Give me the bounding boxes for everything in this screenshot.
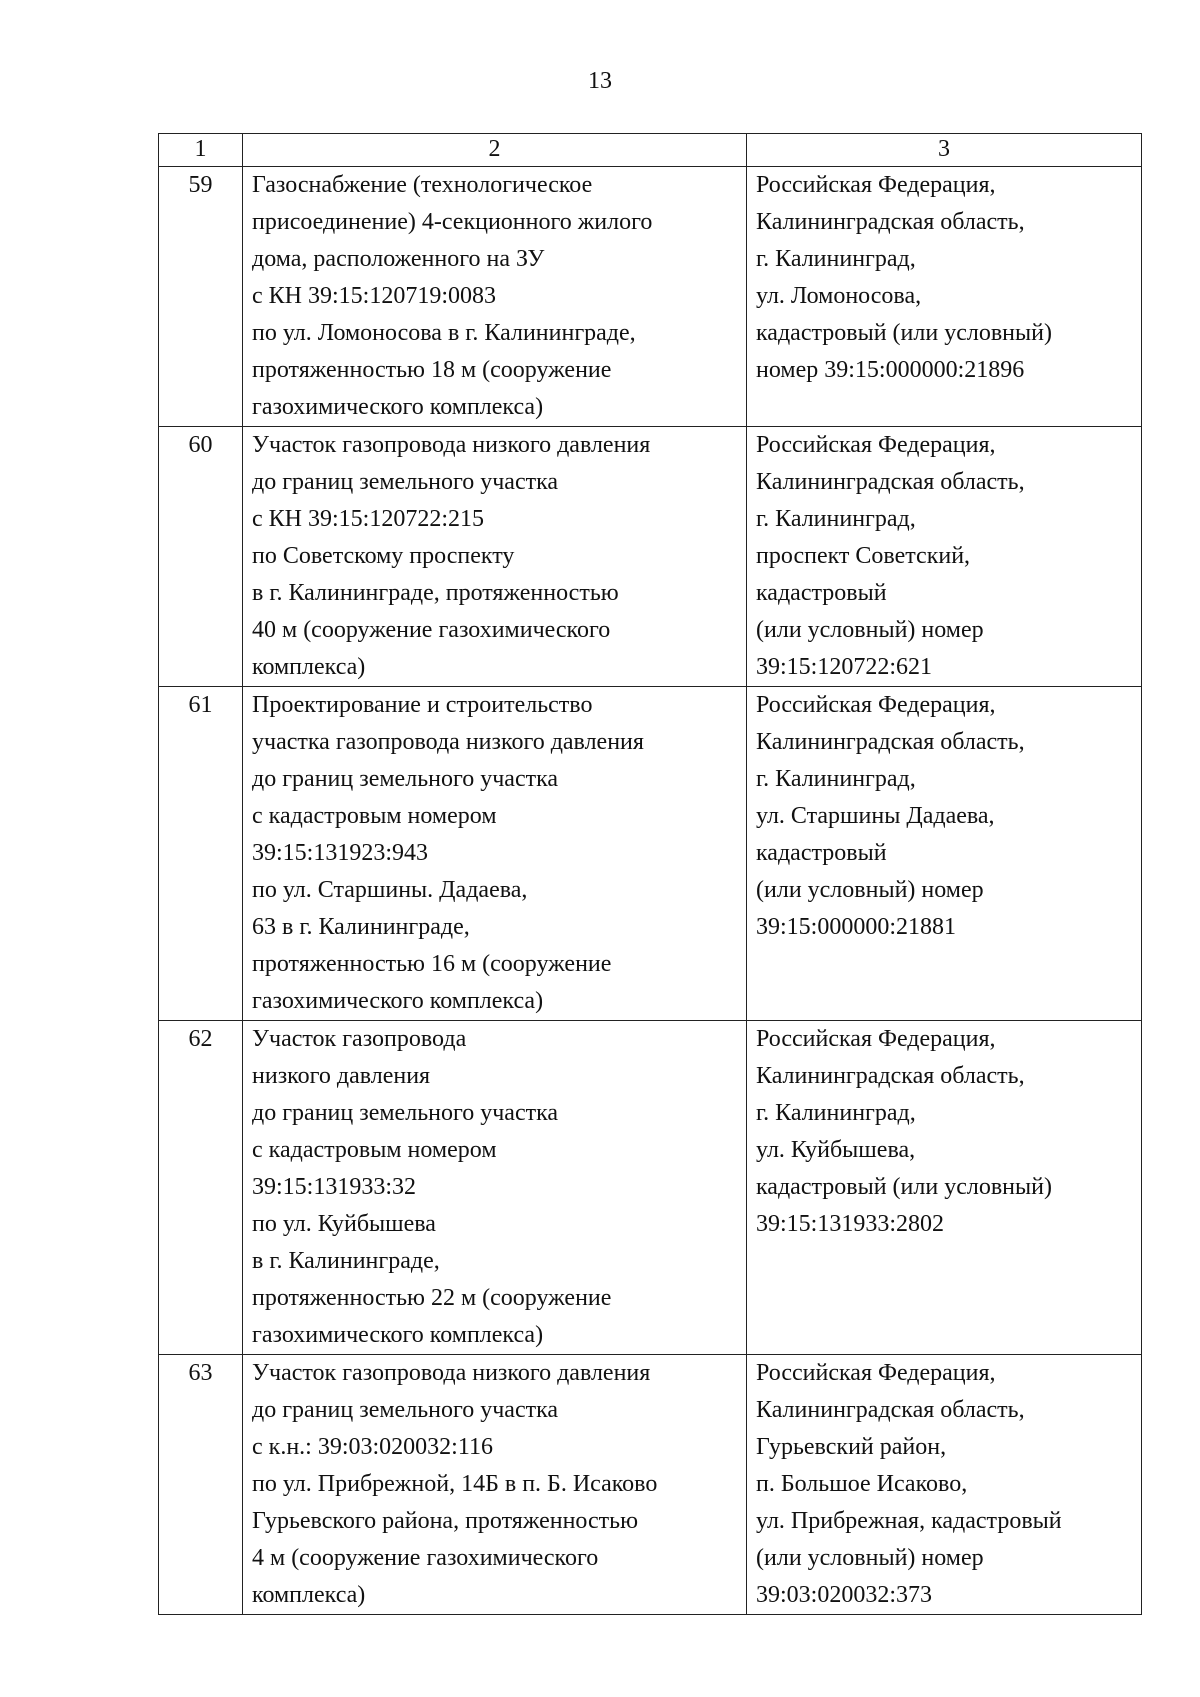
address-line: 39:15:131933:2802 xyxy=(756,1211,945,1237)
address-line: Калининградская область, xyxy=(756,1063,1025,1089)
description-line: 40 м (сооружение газохимического xyxy=(252,617,611,643)
address-line: г. Калининград, xyxy=(756,246,916,272)
table-row xyxy=(159,687,1142,1021)
description-line: Участок газопровода низкого давления xyxy=(252,432,651,458)
description-line: Гурьевского района, протяженностью xyxy=(252,1508,639,1534)
address-line: ул. Куйбышева, xyxy=(756,1137,916,1163)
object-description-cell xyxy=(243,427,747,687)
address-line: кадастровый xyxy=(756,580,887,606)
description-line: с к.н.: 39:03:020032:116 xyxy=(252,1434,493,1460)
description-line: Проектирование и строительство xyxy=(252,692,593,718)
description-line: до границ земельного участка xyxy=(252,1397,559,1423)
address-line: Калининградская область, xyxy=(756,1397,1025,1423)
column-header-1: 1 xyxy=(159,134,243,167)
description-line: протяженностью 18 м (сооружение xyxy=(252,357,612,383)
description-line: дома, расположенного на ЗУ xyxy=(252,246,545,272)
description-line: комплекса) xyxy=(252,654,366,680)
row-number: 63 xyxy=(159,1355,243,1615)
description-line: по ул. Куйбышева xyxy=(252,1211,436,1237)
page-number: 13 xyxy=(588,68,612,94)
description-line: с КН 39:15:120722:215 xyxy=(252,506,484,532)
address-line: ул. Старшины Дадаева, xyxy=(756,803,995,829)
address-line: (или условный) номер xyxy=(756,617,984,643)
table-row xyxy=(159,1355,1142,1615)
address-line: п. Большое Исаково, xyxy=(756,1471,968,1497)
description-line: до границ земельного участка xyxy=(252,469,559,495)
description-line: 39:15:131923:943 xyxy=(252,840,429,866)
address-line: Российская Федерация, xyxy=(756,1360,996,1386)
row-number: 62 xyxy=(159,1021,243,1355)
description-line: газохимического комплекса) xyxy=(252,394,544,420)
table-row xyxy=(159,427,1142,687)
address-line: Калининградская область, xyxy=(756,209,1025,235)
description-line: с кадастровым номером xyxy=(252,1137,497,1163)
description-line: присоединение) 4-секционного жилого xyxy=(252,209,653,235)
object-description-cell xyxy=(243,687,747,1021)
address-line: Российская Федерация, xyxy=(756,692,996,718)
object-description-cell xyxy=(243,167,747,427)
address-line: 39:15:000000:21881 xyxy=(756,914,957,940)
description-line: по ул. Ломоносова в г. Калининграде, xyxy=(252,320,636,346)
address-line: Российская Федерация, xyxy=(756,172,996,198)
description-line: Участок газопровода низкого давления xyxy=(252,1360,651,1386)
description-line: в г. Калининграде, xyxy=(252,1248,440,1274)
table-header-row xyxy=(159,134,1142,167)
address-line: ул. Прибрежная, кадастровый xyxy=(756,1508,1062,1534)
address-cell xyxy=(747,427,1142,687)
address-line: ул. Ломоносова, xyxy=(756,283,922,309)
address-line: Калининградская область, xyxy=(756,469,1025,495)
description-line: по Советскому проспекту xyxy=(252,543,515,569)
address-line: Калининградская область, xyxy=(756,729,1025,755)
address-line: (или условный) номер xyxy=(756,877,984,903)
row-number: 60 xyxy=(159,427,243,687)
column-header-2: 2 xyxy=(243,134,747,167)
description-line: комплекса) xyxy=(252,1582,366,1608)
address-cell xyxy=(747,1021,1142,1355)
address-cell xyxy=(747,167,1142,427)
address-cell xyxy=(747,687,1142,1021)
register-table xyxy=(158,133,1142,1615)
address-line: кадастровый (или условный) xyxy=(756,1174,1052,1200)
description-line: до границ земельного участка xyxy=(252,1100,559,1126)
description-line: с кадастровым номером xyxy=(252,803,497,829)
description-line: участка газопровода низкого давления xyxy=(252,729,644,755)
address-line: Гурьевский район, xyxy=(756,1434,947,1460)
address-line: г. Калининград, xyxy=(756,506,916,532)
description-line: 4 м (сооружение газохимического xyxy=(252,1545,599,1571)
address-cell xyxy=(747,1355,1142,1615)
address-line: 39:15:120722:621 xyxy=(756,654,933,680)
description-line: по ул. Прибрежной, 14Б в п. Б. Исаково xyxy=(252,1471,658,1497)
address-line: г. Калининград, xyxy=(756,766,916,792)
row-number: 61 xyxy=(159,687,243,1021)
description-line: Газоснабжение (технологическое xyxy=(252,172,593,198)
description-line: низкого давления xyxy=(252,1063,431,1089)
address-line: кадастровый (или условный) xyxy=(756,320,1052,346)
address-line: номер 39:15:000000:21896 xyxy=(756,357,1025,383)
description-line: по ул. Старшины. Дадаева, xyxy=(252,877,528,903)
address-line: 39:03:020032:373 xyxy=(756,1582,933,1608)
address-line: г. Калининград, xyxy=(756,1100,916,1126)
description-line: 63 в г. Калининграде, xyxy=(252,914,470,940)
object-description-cell xyxy=(243,1355,747,1615)
description-line: 39:15:131933:32 xyxy=(252,1174,417,1200)
address-line: кадастровый xyxy=(756,840,887,866)
description-line: с КН 39:15:120719:0083 xyxy=(252,283,496,309)
description-line: газохимического комплекса) xyxy=(252,1322,544,1348)
description-line: протяженностью 16 м (сооружение xyxy=(252,951,612,977)
description-line: до границ земельного участка xyxy=(252,766,559,792)
table-row xyxy=(159,167,1142,427)
description-line: протяженностью 22 м (сооружение xyxy=(252,1285,612,1311)
address-line: Российская Федерация, xyxy=(756,432,996,458)
address-line: (или условный) номер xyxy=(756,1545,984,1571)
table-row xyxy=(159,1021,1142,1355)
row-number: 59 xyxy=(159,167,243,427)
column-header-3: 3 xyxy=(747,134,1142,167)
address-line: Российская Федерация, xyxy=(756,1026,996,1052)
description-line: Участок газопровода xyxy=(252,1026,467,1052)
description-line: в г. Калининграде, протяженностью xyxy=(252,580,619,606)
description-line: газохимического комплекса) xyxy=(252,988,544,1014)
address-line: проспект Советский, xyxy=(756,543,971,569)
object-description-cell xyxy=(243,1021,747,1355)
